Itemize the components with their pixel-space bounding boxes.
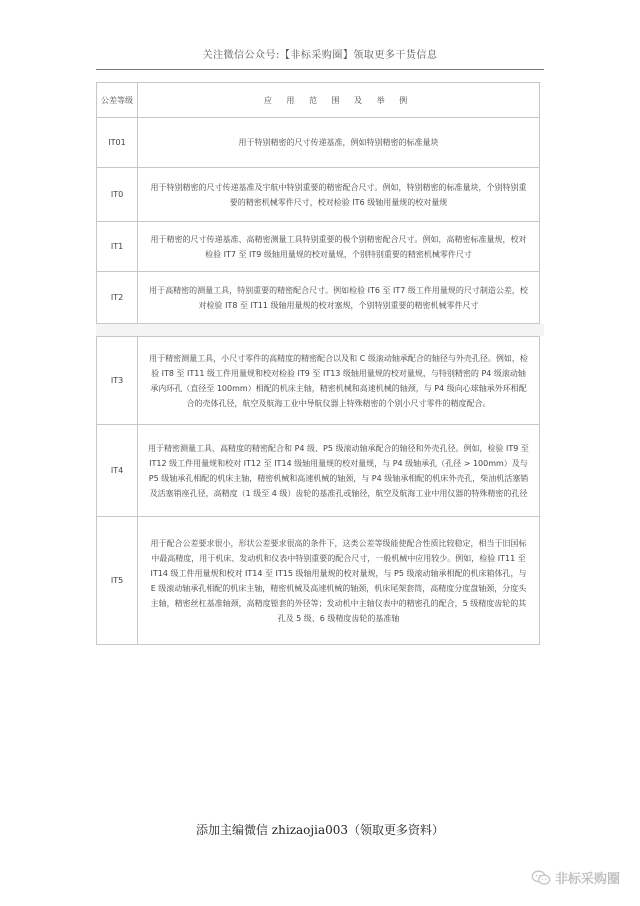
grade-cell: IT5: [97, 517, 138, 645]
description-column-header: 应 用 范 围 及 举 例: [138, 83, 540, 118]
description-cell: 用于特别精密的尺寸传递基准，例如特别精密的标准量块: [138, 118, 540, 168]
grade-cell: IT1: [97, 222, 138, 272]
table-row: [97, 517, 540, 645]
tolerance-table-part-1: [96, 82, 540, 324]
table-row: [97, 337, 540, 425]
table-row: [97, 425, 540, 517]
description-cell: 用于高精密的测量工具，特别重要的精密配合尺寸。例如检验 IT6 至 IT7 级工件用量规的尺寸制造公差，校对检验 IT8 至 IT11 级轴用量规的校对塞规，个别特别重要的精密机械零件尺寸: [138, 272, 540, 324]
page-header-text: 关注微信公众号:【非标采购圈】领取更多干货信息: [202, 50, 438, 61]
description-cell: 用于精密测量工具，小尺寸零件的高精度的精密配合以及和 C 级滚动轴承配合的轴径与外壳孔径。例如，检验 IT8 至 IT11 级工件用量规和校对检验 IT9 至 IT13 级轴用量规的校对量规，与特别精密的 P4 级滚动轴承内环孔（直径至 100mm）相配的机床主轴，精密机械和高速机械的轴颈，与 P4 级向心球轴承外环相配合的壳体孔径，航空及航海工业中导航仪器上特殊精密的个别小尺寸零件的精度配合。: [138, 337, 540, 425]
description-cell: 用于精密的尺寸传递基准、高精密测量工具特别重要的极个别精密配合尺寸。例如，高精密标准量规，校对检验 IT7 至 IT9 级轴用量规的校对量规，个别特别重要的精密机械零件尺寸: [138, 222, 540, 272]
grade-cell: IT3: [97, 337, 138, 425]
tolerance-table-part-2: [96, 336, 540, 645]
grade-cell: IT2: [97, 272, 138, 324]
footer-text: 添加主编微信 zhizaojia003（领取更多资料）: [195, 823, 445, 837]
table-row: [97, 272, 540, 324]
header-divider: [96, 69, 544, 70]
wechat-logo-icon: [531, 870, 551, 886]
table-row: [97, 118, 540, 168]
watermark: [531, 868, 620, 887]
watermark-label: 非标采购圈: [554, 872, 620, 887]
table-row: [97, 222, 540, 272]
grade-cell: IT4: [97, 425, 138, 517]
grade-column-header: 公差等级: [97, 83, 138, 118]
grade-cell: IT01: [97, 118, 138, 168]
table-row: [97, 168, 540, 222]
grade-cell: IT0: [97, 168, 138, 222]
description-cell: 用于配合公差要求很小，形状公差要求很高的条件下，这类公差等级能使配合性质比较稳定，相当于旧国标中最高精度，用于机床、发动机和仪表中特别重要的配合尺寸，一般机械中应用较少。例如，检验 IT11 至 IT14 级工件用量规和校对 IT14 至 IT15 级轴用量规的校对量规，与 P5 级滚动轴承相配的机床箱体孔，与 E 级滚动轴承孔相配的机床主轴，精密机械及高速机械的轴颈，机床尾架套筒，高精度分度盘轴颈，分度头主轴，精密丝杠基准轴颈，高精度镗套的外径等；发动机中主轴仪表中的精密孔的配合，5 级精度齿轮的其孔及 5 级、6 级精度齿轮的基准轴: [138, 517, 540, 645]
page-break-band: [96, 324, 544, 336]
description-cell: 用于特别精密的尺寸传递基准及宇航中特别重要的精密配合尺寸。例如，特别精密的标准量块，个别特别重要的精密机械零件尺寸，校对检验 IT6 级轴用量规的校对量规: [138, 168, 540, 222]
table-header-row: [97, 83, 540, 118]
description-cell: 用于精密测量工具、高精度的精密配合和 P4 级、P5 级滚动轴承配合的轴径和外壳孔径。例如，检验 IT9 至 IT12 级工件用量规和校对 IT12 至 IT14 级轴用量规的校对量规，与 P4 级轴承孔（孔径 > 100mm）及与 P5 级轴承孔相配的机床主轴，精密机械和高速机械的轴颈，与 P4 级轴承相配的机床外壳孔，柴油机活塞销及活塞销座孔径，高精度（1 级至 4 级）齿轮的基准孔或轴径，航空及航海工业中用仪器的特殊精密的孔径: [138, 425, 540, 517]
